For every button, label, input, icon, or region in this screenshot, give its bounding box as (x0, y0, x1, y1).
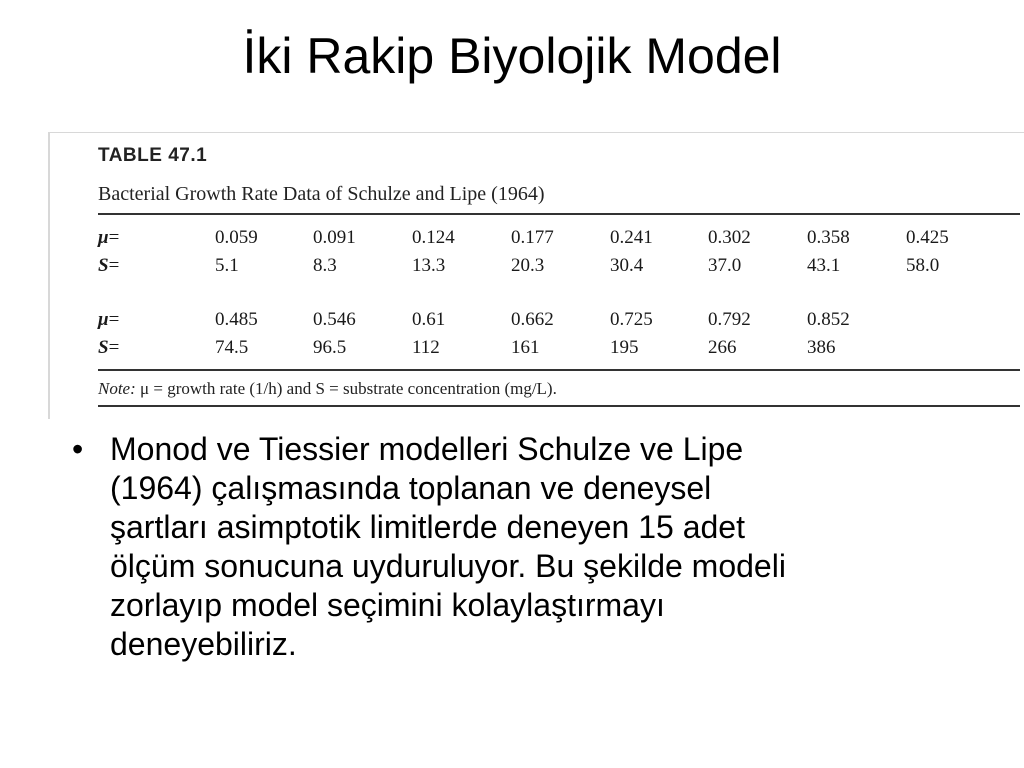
table-cell: 0.425 (906, 227, 949, 248)
table-cell: 0.091 (313, 227, 356, 248)
table-cell: 0.662 (511, 309, 554, 330)
table-cell: 0.358 (807, 227, 850, 248)
table-cell: 20.3 (511, 255, 545, 276)
table-cell: 43.1 (807, 255, 841, 276)
note-text: μ = growth rate (1/h) and S = substrate concentration (mg/L). (140, 379, 557, 398)
table-cell: 161 (511, 337, 540, 358)
row-label: S= (98, 255, 120, 276)
bullet-line: şartları asimptotik limitlerde deneyen 15 adet (110, 509, 745, 545)
table-row-mu-2 (98, 309, 1020, 333)
table-cell: 0.124 (412, 227, 455, 248)
table-cell: 0.241 (610, 227, 653, 248)
table-cell: 5.1 (215, 255, 239, 276)
row-label: μ= (98, 227, 120, 248)
slide-title: İki Rakip Biyolojik Model (242, 28, 782, 84)
table-cell: 112 (412, 337, 440, 358)
table-cell: 0.61 (412, 309, 446, 330)
note-label: Note: (98, 379, 136, 398)
table-row-s-1 (98, 255, 1020, 279)
table-note (98, 379, 557, 399)
bullet-text (110, 430, 972, 664)
table-cell: 13.3 (412, 255, 446, 276)
table-cell: 30.4 (610, 255, 644, 276)
table-cell: 0.852 (807, 309, 850, 330)
bullet-line: Monod ve Tiessier modelleri Schulze ve Lipe (110, 431, 744, 467)
table-cell: 0.059 (215, 227, 258, 248)
table-cell: 96.5 (313, 337, 347, 358)
table-bottom-rule (98, 369, 1020, 371)
table-figure (48, 132, 1024, 419)
table-cell: 37.0 (708, 255, 742, 276)
table-row-s-2 (98, 337, 1020, 361)
table-cell: 0.546 (313, 309, 356, 330)
table-cell: 0.725 (610, 309, 653, 330)
table-cell: 195 (610, 337, 639, 358)
table-caption: Bacterial Growth Rate Data of Schulze and Lipe (1964) (98, 183, 545, 205)
table-cell: 266 (708, 337, 737, 358)
table-cell: 58.0 (906, 255, 940, 276)
table-cell: 74.5 (215, 337, 249, 358)
table-heading: TABLE 47.1 (98, 145, 208, 166)
bullet-line: deneyebiliriz. (110, 626, 297, 662)
table-row-mu-1 (98, 227, 1020, 251)
bullet-marker: • (72, 431, 84, 467)
table-cell: 0.792 (708, 309, 751, 330)
bullet-line: ölçüm sonucuna uyduruluyor. Bu şekilde modeli (110, 548, 786, 584)
table-end-rule (98, 405, 1020, 407)
table-top-rule (98, 213, 1020, 215)
table-cell: 0.302 (708, 227, 751, 248)
bullet-line: (1964) çalışmasında toplanan ve deneysel (110, 470, 712, 506)
table-cell: 0.177 (511, 227, 554, 248)
row-label: μ= (98, 309, 120, 330)
table-cell: 8.3 (313, 255, 337, 276)
bullet-line: zorlayıp model seçimini kolaylaştırmayı (110, 587, 665, 623)
row-label: S= (98, 337, 120, 358)
table-cell: 386 (807, 337, 836, 358)
table-cell: 0.485 (215, 309, 258, 330)
